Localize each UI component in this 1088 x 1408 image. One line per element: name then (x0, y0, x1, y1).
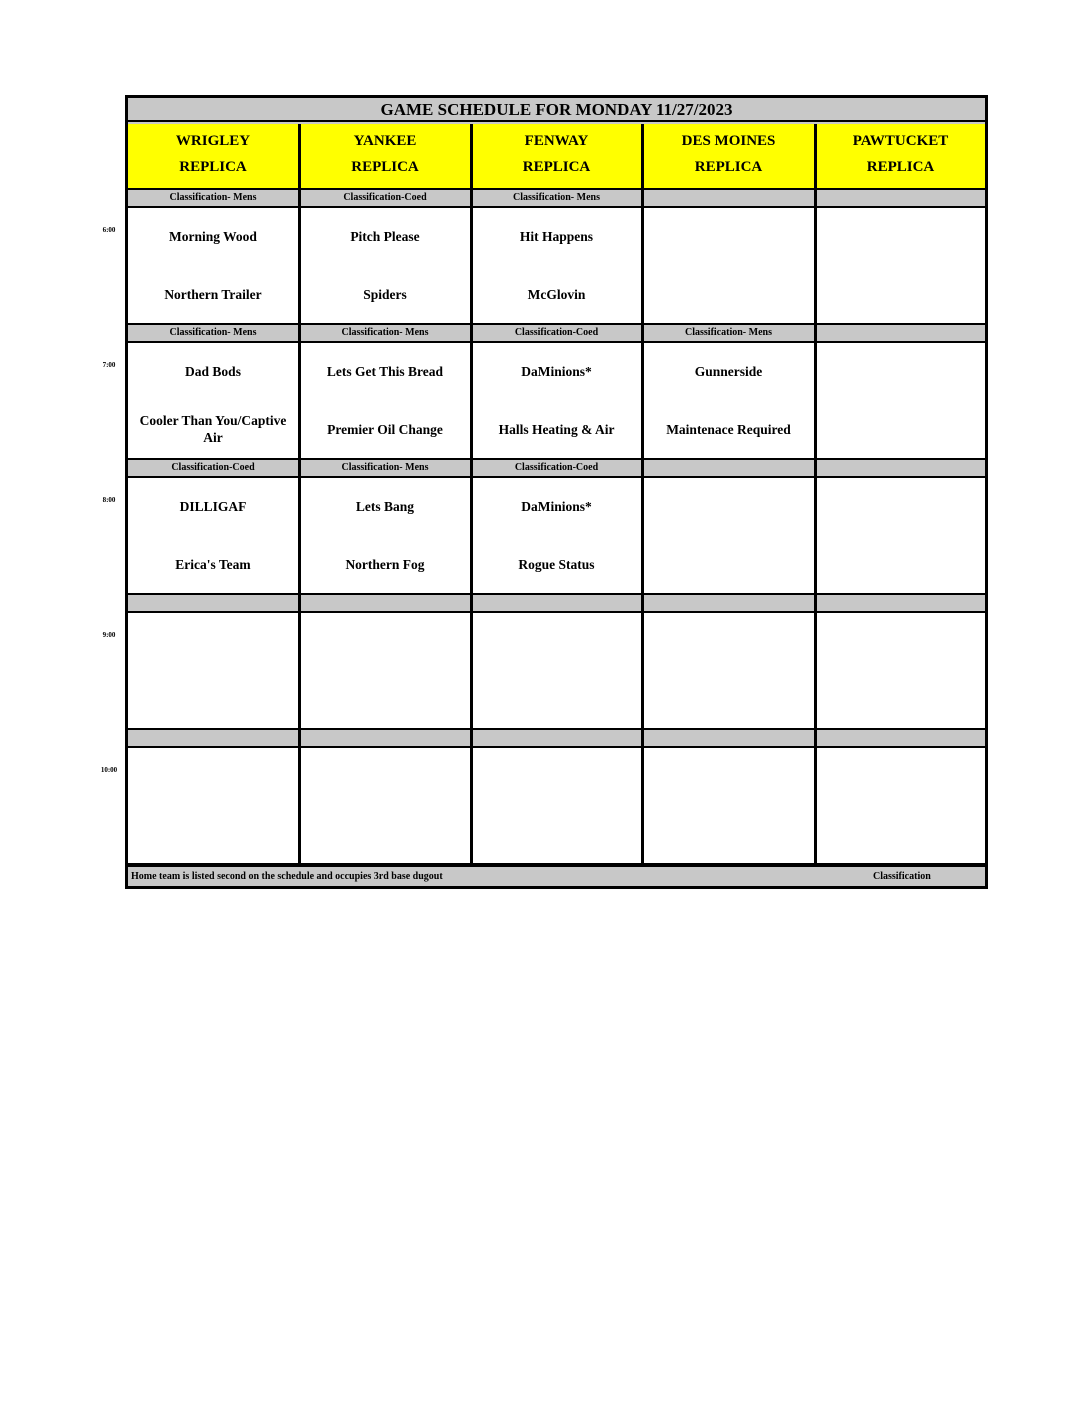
away-team (649, 613, 808, 671)
field-name: PAWTUCKET (852, 132, 949, 149)
away-team (134, 613, 292, 671)
away-team (649, 478, 808, 536)
classification-label (128, 595, 298, 613)
home-team (649, 536, 808, 594)
classification-label (816, 460, 985, 478)
game-cell (816, 208, 985, 323)
field-sub: REPLICA (351, 158, 419, 175)
classification-label (300, 730, 470, 748)
game-cell (128, 613, 298, 728)
field-sub: REPLICA (866, 158, 935, 175)
home-team: Northern Fog (345, 556, 425, 572)
classification-label (300, 595, 470, 613)
field-header (816, 124, 985, 190)
field-sub: REPLICA (179, 158, 247, 175)
away-team: Hit Happens (519, 228, 594, 244)
game-cell (300, 748, 470, 863)
game-cell (643, 478, 814, 593)
away-team: DaMinions* (521, 498, 592, 514)
game-cell (300, 208, 470, 323)
game-cell (472, 343, 641, 458)
home-team: Northern Trailer (164, 286, 262, 302)
schedule-title: GAME SCHEDULE FOR MONDAY 11/27/2023 (128, 98, 985, 122)
away-team: Lets Bang (355, 498, 415, 514)
game-cell (128, 478, 298, 593)
away-team (822, 748, 979, 806)
game-cell (643, 748, 814, 863)
footer-note: Home team is listed second on the schedule and occupies 3rd base dugout (131, 871, 443, 882)
field-header (472, 124, 641, 190)
time-label: 6:00 (102, 226, 116, 234)
away-team (822, 613, 979, 671)
classification-label (816, 595, 985, 613)
home-team: Spiders (363, 286, 407, 302)
game-cell (300, 343, 470, 458)
game-cell (816, 613, 985, 728)
away-team (822, 208, 979, 266)
away-team (306, 613, 464, 671)
home-team: Premier Oil Change (327, 421, 443, 437)
home-team (134, 806, 292, 864)
classification-label: Classification- Mens (128, 325, 298, 343)
footer-classification: Classification (873, 871, 931, 882)
away-team (478, 748, 635, 806)
home-team (306, 671, 464, 729)
classification-label: Classification-Coed (472, 325, 641, 343)
classification-label (816, 190, 985, 208)
game-cell (300, 478, 470, 593)
game-cell (128, 343, 298, 458)
game-cell (816, 343, 985, 458)
field-sub: REPLICA (522, 158, 591, 175)
away-team (822, 478, 979, 536)
schedule-footer (128, 865, 985, 886)
home-team: Halls Heating & Air (498, 421, 615, 437)
home-team (134, 671, 292, 729)
home-team (306, 806, 464, 864)
home-team (822, 536, 979, 594)
home-team (822, 806, 979, 864)
home-team (478, 671, 635, 729)
classification-label (643, 190, 814, 208)
away-team (306, 748, 464, 806)
field-header (300, 124, 470, 190)
field-name: FENWAY (524, 132, 589, 149)
away-team: Gunnerside (694, 363, 763, 379)
away-team: DILLIGAF (179, 498, 247, 514)
away-team: Lets Get This Bread (326, 363, 444, 379)
home-team (822, 401, 979, 459)
field-name: WRIGLEY (175, 132, 251, 149)
classification-label: Classification-Coed (300, 190, 470, 208)
classification-label: Classification- Mens (300, 460, 470, 478)
away-team (649, 748, 808, 806)
away-team (134, 748, 292, 806)
classification-label: Classification- Mens (128, 190, 298, 208)
classification-label: Classification- Mens (300, 325, 470, 343)
home-team (649, 266, 808, 324)
game-cell (472, 613, 641, 728)
field-header (643, 124, 814, 190)
column-divider (641, 124, 644, 865)
classification-label (643, 460, 814, 478)
game-cell (472, 748, 641, 863)
classification-label (472, 730, 641, 748)
column-divider (470, 124, 473, 865)
game-cell (300, 613, 470, 728)
classification-label: Classification- Mens (472, 190, 641, 208)
away-team: DaMinions* (521, 363, 592, 379)
game-cell (472, 478, 641, 593)
classification-label (643, 730, 814, 748)
classification-label (472, 595, 641, 613)
home-team (649, 671, 808, 729)
column-divider (814, 124, 817, 865)
game-cell (128, 208, 298, 323)
game-cell (816, 478, 985, 593)
classification-label (128, 730, 298, 748)
home-team (649, 806, 808, 864)
away-team: Pitch Please (350, 228, 420, 244)
game-cell (472, 208, 641, 323)
home-team (478, 806, 635, 864)
game-cell (643, 208, 814, 323)
classification-label: Classification-Coed (128, 460, 298, 478)
game-cell (816, 748, 985, 863)
game-cell (643, 343, 814, 458)
away-team (478, 613, 635, 671)
away-team (822, 343, 979, 401)
home-team: McGlovin (527, 286, 586, 302)
home-team: Rogue Status (518, 556, 595, 572)
field-header (128, 124, 298, 190)
schedule-table (125, 95, 988, 889)
time-label: 9:00 (102, 631, 116, 639)
time-label: 8:00 (102, 496, 116, 504)
field-sub: REPLICA (694, 158, 763, 175)
away-team: Dad Bods (185, 363, 241, 379)
classification-label: Classification- Mens (643, 325, 814, 343)
time-label: 7:00 (102, 361, 116, 369)
away-team (649, 208, 808, 266)
time-label: 10:00 (100, 766, 118, 774)
field-name: YANKEE (353, 132, 417, 149)
classification-label: Classification-Coed (472, 460, 641, 478)
classification-label (643, 595, 814, 613)
home-team: Cooler Than You/Captive Air (139, 413, 287, 446)
home-team: Maintenace Required (666, 421, 791, 437)
home-team: Erica's Team (175, 556, 251, 572)
game-cell (643, 613, 814, 728)
classification-label (816, 325, 985, 343)
game-cell (128, 748, 298, 863)
field-name: DES MOINES (681, 132, 776, 149)
column-divider (298, 124, 301, 865)
home-team (822, 266, 979, 324)
home-team (822, 671, 979, 729)
classification-label (816, 730, 985, 748)
away-team: Morning Wood (169, 228, 257, 244)
